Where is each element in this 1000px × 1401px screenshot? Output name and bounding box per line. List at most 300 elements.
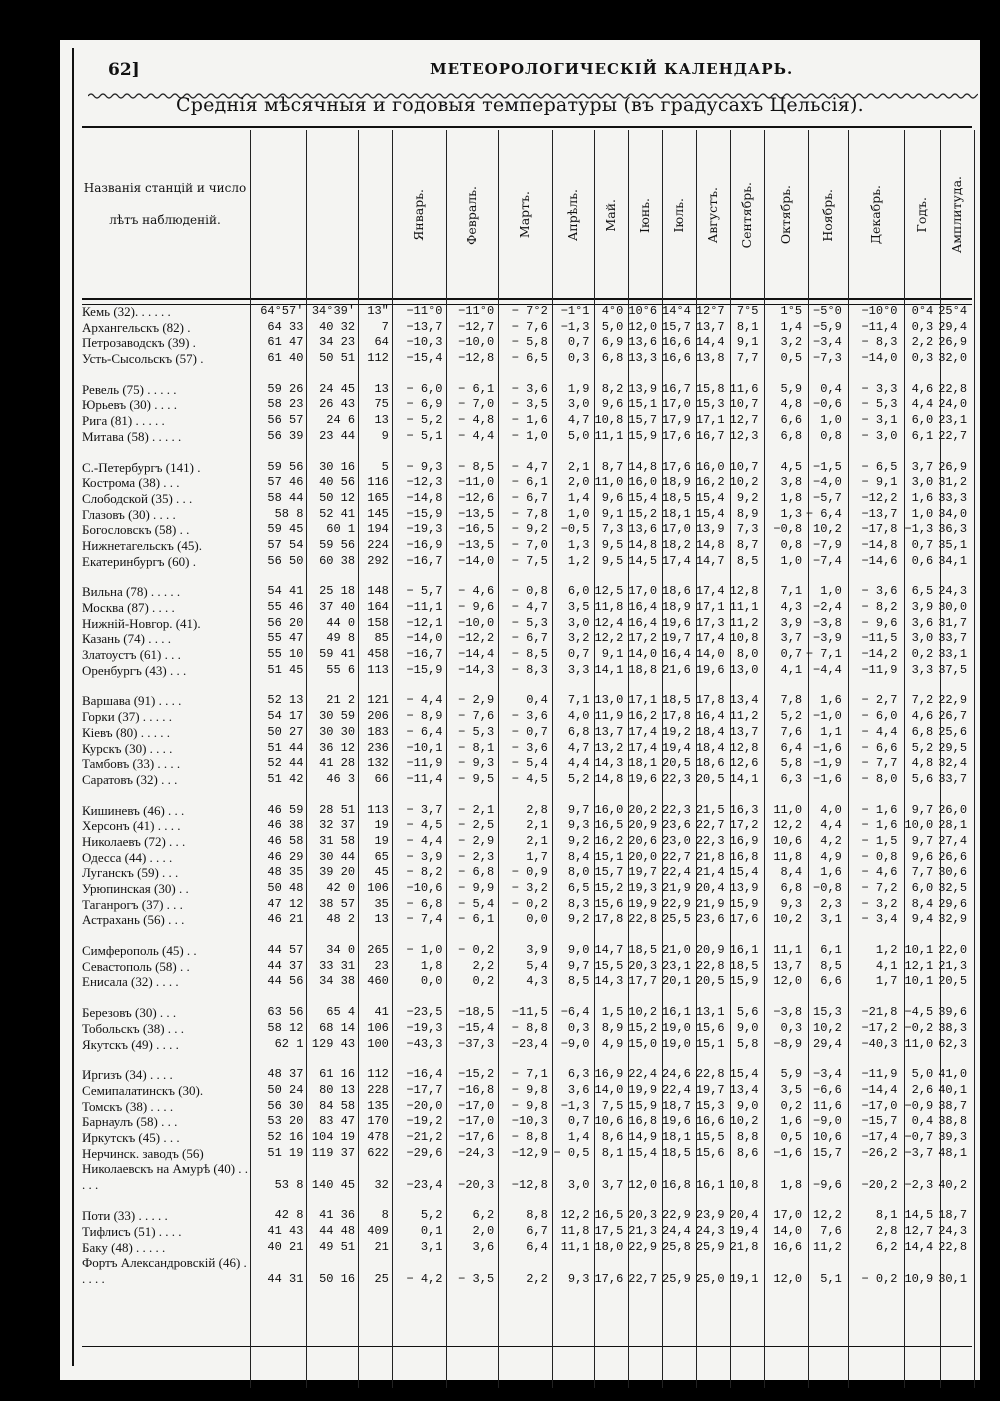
column-rule: [974, 130, 975, 1388]
cell-jul: 17,6: [662, 459, 691, 474]
calendar-title: МЕТЕОРОЛОГИЧЕСКІЙ КАЛЕНДАРЬ.: [430, 60, 794, 78]
cell-lat: 53 20: [267, 1114, 304, 1129]
cell-jan: −14,8: [406, 490, 443, 505]
cell-jun: 22,8: [628, 912, 658, 927]
cell-nov: 1,1: [820, 724, 842, 739]
cell-jun: 16,8: [628, 1114, 658, 1129]
cell-lon: 31 58: [319, 833, 356, 848]
cell-lat: 56 57: [267, 413, 304, 428]
cell-year: 2,2: [911, 335, 934, 350]
cell-alt: 135: [367, 1098, 389, 1113]
cell-apr: 8,4: [567, 849, 590, 864]
station-name: Нерчинск. заводъ (56): [82, 1145, 204, 1161]
cell-lat: 46 59: [267, 802, 304, 817]
cell-alt: 106: [367, 881, 389, 895]
cell-feb: −18,5: [458, 1005, 495, 1020]
cell-alt: 158: [367, 615, 389, 630]
cell-alt: 13: [374, 912, 389, 927]
table-row: [80, 475, 970, 491]
cell-feb: −11°0: [458, 304, 495, 318]
cell-lon: 60 38: [319, 553, 356, 568]
cell-alt: 121: [367, 693, 389, 708]
cell-lat: 48 35: [267, 865, 304, 880]
table-row: [80, 865, 970, 881]
station-name: Златоустъ (61) . . .: [82, 647, 181, 663]
cell-alt: 65: [374, 849, 389, 864]
cell-jul: 19,4: [662, 740, 691, 755]
cell-may: 14,8: [594, 771, 624, 786]
cell-aug: 14,8: [695, 537, 725, 552]
cell-lat: 47 12: [267, 896, 304, 911]
cell-apr: 4,7: [567, 740, 590, 755]
cell-jul: 23,0: [662, 833, 691, 848]
cell-jan: −17,7: [406, 1082, 443, 1097]
cell-nov: 15,7: [813, 1145, 842, 1160]
cell-apr: −9,0: [560, 1036, 590, 1051]
cell-year: 0,3: [911, 351, 934, 366]
cell-amp: 36,3: [938, 522, 968, 537]
table-row: [80, 943, 970, 959]
cell-jul: 19,6: [662, 615, 691, 630]
cell-dec: − 1,6: [861, 802, 898, 817]
cell-lat: 46 29: [267, 849, 304, 864]
cell-lon: 50 51: [319, 351, 356, 366]
cell-lat: 44 57: [267, 943, 304, 958]
cell-amp: 22,9: [938, 693, 968, 708]
cell-may: 8,1: [601, 1145, 624, 1160]
cell-dec: −14,4: [861, 1082, 898, 1097]
cell-jan: −15,4: [406, 351, 443, 366]
table-row: [80, 881, 970, 897]
cell-may: 16,5: [594, 818, 624, 833]
cell-feb: −13,5: [458, 506, 495, 521]
cell-alt: 66: [374, 771, 389, 786]
cell-sep: 13,9: [729, 881, 759, 895]
cell-lat: 40 21: [267, 1239, 304, 1254]
station-name: Вильна (78) . . . . .: [82, 584, 181, 600]
cell-jan: − 6,9: [406, 397, 443, 412]
cell-aug: 13,1: [695, 1005, 725, 1020]
cell-sep: 11,2: [729, 709, 759, 724]
cell-sep: 12,3: [729, 428, 759, 443]
cell-mar: − 1,6: [511, 413, 548, 428]
cell-lat: 57 46: [267, 475, 304, 490]
cell-feb: − 2,3: [458, 849, 495, 864]
cell-sep: 11,2: [729, 615, 759, 630]
column-header-aug: [696, 130, 730, 300]
column-header-jun: [628, 130, 662, 300]
cell-apr: 0,7: [567, 1114, 590, 1129]
cell-jan: −23,5: [406, 1005, 443, 1020]
cell-jan: − 3,7: [406, 802, 443, 817]
station-name: Иркутскъ (45) . . .: [82, 1129, 180, 1145]
cell-sep: 15,9: [729, 896, 759, 911]
cell-year: 7,7: [911, 865, 934, 880]
cell-alt: 41: [374, 1005, 389, 1020]
cell-aug: 24,3: [695, 1224, 725, 1238]
cell-dec: −17,4: [861, 1129, 898, 1144]
cell-jan: − 5,1: [406, 428, 443, 443]
station-name: Кишиневъ (46) . . .: [82, 802, 185, 818]
cell-may: 13,0: [594, 693, 624, 708]
cell-jul: 24,6: [662, 1067, 691, 1082]
cell-year: −1,3: [904, 522, 934, 537]
cell-apr: 8,0: [567, 865, 590, 880]
cell-nov: 11,2: [813, 1239, 842, 1254]
cell-mar: − 0,8: [511, 584, 548, 599]
cell-nov: −4,0: [813, 475, 842, 490]
cell-lon: 34 23: [319, 335, 356, 350]
cell-oct: 1°5: [780, 304, 803, 318]
cell-jun: 19,6: [628, 771, 658, 786]
cell-sep: 13,0: [729, 662, 759, 677]
cell-jan: 3,1: [420, 1239, 443, 1254]
station-name: Симферополь (45) . .: [82, 943, 197, 959]
cell-alt: 236: [367, 740, 389, 755]
column-header-label: Февраль.: [464, 185, 479, 245]
cell-lon: 30 59: [319, 709, 356, 724]
cell-oct: 0,3: [780, 1020, 803, 1035]
cell-lon: 44 0: [326, 615, 356, 630]
cell-nov: −2,4: [813, 600, 842, 614]
cell-dec: −14,8: [861, 537, 898, 552]
column-header-label: Годъ.: [914, 197, 929, 233]
cell-jan: − 4,4: [406, 833, 443, 848]
cell-alt: 9: [381, 428, 389, 443]
cell-oct: −3,8: [773, 1005, 803, 1020]
cell-lon: 40 32: [319, 319, 356, 334]
cell-may: 13,2: [594, 740, 624, 755]
cell-nov: −0,8: [813, 881, 842, 895]
cell-sep: 13,4: [729, 1082, 759, 1097]
cell-year: 4,6: [911, 709, 934, 724]
cell-sep: 7,7: [736, 351, 759, 366]
cell-mar: − 4,7: [511, 600, 548, 614]
cell-sep: 19,1: [729, 1271, 759, 1286]
cell-jul: 17,9: [662, 413, 691, 428]
cell-year: 10,9: [904, 1271, 934, 1286]
cell-year: 3,6: [911, 615, 934, 630]
cell-lon: 68 14: [319, 1020, 356, 1035]
cell-oct: 1,8: [780, 490, 803, 505]
cell-lat: 52 16: [267, 1129, 304, 1144]
cell-jan: 0,0: [420, 974, 443, 989]
cell-may: 14,3: [594, 756, 624, 771]
cell-sep: 12,8: [729, 740, 759, 755]
cell-sep: 13,4: [729, 693, 759, 708]
cell-jul: 21,0: [662, 943, 691, 958]
cell-nov: 4,9: [820, 849, 842, 864]
station-name: Слободской (35) . . .: [82, 490, 193, 506]
cell-alt: 170: [367, 1114, 389, 1129]
cell-nov: −7,9: [813, 537, 842, 552]
cell-apr: 3,3: [567, 662, 590, 677]
cell-jul: 19,7: [662, 631, 691, 646]
cell-feb: −11,0: [458, 475, 495, 490]
cell-jul: 21,6: [662, 662, 691, 677]
station-name: Луганскъ (59) . . .: [82, 865, 179, 881]
cell-year: −4,5: [904, 1005, 934, 1020]
cell-lon: 21 2: [326, 693, 356, 708]
cell-oct: 16,6: [773, 1239, 803, 1254]
cell-aug: 22,8: [695, 958, 725, 973]
cell-year: 9,4: [911, 912, 934, 927]
cell-dec: − 8,2: [861, 600, 898, 614]
station-name: Тамбовъ (33) . . . .: [82, 756, 181, 772]
cell-nov: 0,4: [820, 381, 842, 396]
station-name: Оренбургъ (43) . . .: [82, 662, 187, 678]
cell-jul: 17,8: [662, 709, 691, 724]
cell-sep: 19,4: [729, 1224, 759, 1238]
cell-amp: 32,5: [938, 881, 968, 895]
cell-alt: 265: [367, 943, 389, 958]
cell-lon: 48 2: [326, 912, 356, 927]
cell-feb: −12,2: [458, 631, 495, 646]
cell-amp: 32,9: [938, 912, 968, 927]
cell-lat: 53 8: [274, 1177, 304, 1192]
cell-may: 10,6: [594, 1114, 624, 1129]
cell-sep: 15,9: [729, 974, 759, 989]
cell-nov: −3,8: [813, 615, 842, 630]
cell-dec: − 0,8: [861, 849, 898, 864]
cell-apr: 1,9: [567, 381, 590, 396]
cell-oct: 0,8: [780, 537, 803, 552]
cell-amp: 32,0: [938, 351, 968, 366]
cell-oct: 0,5: [780, 1129, 803, 1144]
cell-jun: 19,9: [628, 1082, 658, 1097]
cell-alt: 45: [374, 865, 389, 880]
column-header-label: Апрѣль.: [565, 188, 580, 242]
cell-jul: 18,6: [662, 584, 691, 599]
cell-aug: 20,4: [695, 881, 725, 895]
cell-lat: 41 43: [267, 1224, 304, 1238]
cell-lat: 48 37: [267, 1067, 304, 1082]
cell-dec: −11,4: [861, 319, 898, 334]
table-row: [80, 335, 970, 351]
station-name: Иргизъ (34) . . . .: [82, 1067, 173, 1083]
cell-nov: 5,1: [820, 1271, 842, 1286]
cell-aug: 15,1: [695, 1036, 725, 1051]
cell-apr: 5,0: [567, 428, 590, 443]
cell-lat: 62 1: [274, 1036, 304, 1051]
cell-jul: 15,7: [662, 319, 691, 334]
cell-year: 6,8: [911, 724, 934, 739]
station-name: Горки (37) . . . . .: [82, 709, 173, 725]
cell-mar: −12,8: [511, 1177, 548, 1192]
cell-dec: −14,6: [861, 553, 898, 568]
cell-aug: 15,4: [695, 490, 725, 505]
cell-lon: 37 40: [319, 600, 356, 614]
cell-apr: 4,4: [567, 756, 590, 771]
cell-dec: − 0,2: [861, 1271, 898, 1286]
cell-feb: 2,0: [472, 1224, 495, 1238]
title-rule: [82, 126, 972, 128]
cell-sep: 8,7: [736, 537, 759, 552]
cell-aug: 17,4: [695, 584, 725, 599]
cell-amp: 21,3: [938, 958, 968, 973]
cell-lat: 44 56: [267, 974, 304, 989]
cell-year: 9,7: [911, 802, 934, 817]
cell-alt: 194: [367, 522, 389, 537]
cell-nov: 1,6: [820, 865, 842, 880]
cell-lon: 59 56: [319, 537, 356, 552]
cell-feb: −17,0: [458, 1114, 495, 1129]
cell-feb: − 2,9: [458, 693, 495, 708]
cell-jul: 18,5: [662, 1145, 691, 1160]
cell-year: 3,0: [911, 475, 934, 490]
cell-apr: 9,3: [567, 1271, 590, 1286]
cell-jun: 15,2: [628, 1020, 658, 1035]
cell-apr: 3,0: [567, 615, 590, 630]
cell-apr: 6,8: [567, 724, 590, 739]
cell-sep: 5,8: [736, 1036, 759, 1051]
header-stations: Названія станцій и число лѣтъ наблюденій.: [83, 181, 247, 227]
cell-apr: 4,7: [567, 413, 590, 428]
cell-may: 9,1: [601, 506, 624, 521]
table-row: [80, 320, 970, 336]
cell-dec: − 3,3: [861, 381, 898, 396]
cell-dec: − 4,6: [861, 865, 898, 880]
cell-oct: 11,0: [773, 802, 803, 817]
cell-aug: 19,7: [695, 1082, 725, 1097]
cell-jun: 18,1: [628, 756, 658, 771]
cell-year: 0,2: [911, 647, 934, 662]
column-header-oct: [764, 130, 808, 300]
cell-sep: 12,8: [729, 584, 759, 599]
column-header-label: Январь.: [411, 189, 426, 241]
cell-jul: 16,8: [662, 1177, 691, 1192]
cell-lat: 50 24: [267, 1082, 304, 1097]
cell-feb: − 0,2: [458, 943, 495, 958]
cell-sep: 11,6: [729, 381, 759, 396]
cell-nov: 10,2: [813, 522, 842, 537]
cell-mar: 5,4: [526, 958, 548, 973]
cell-lat: 64 33: [267, 319, 304, 334]
cell-apr: 3,0: [567, 1177, 590, 1192]
cell-jan: −19,3: [406, 522, 443, 537]
cell-jul: 17,4: [662, 553, 691, 568]
cell-dec: 1,7: [875, 974, 898, 989]
cell-mar: − 7°2: [511, 304, 548, 318]
station-name: Тобольскъ (38) . . .: [82, 1020, 185, 1036]
station-name: Архангельскъ (82) .: [82, 319, 191, 335]
cell-oct: 7,1: [780, 584, 803, 599]
cell-may: 11,0: [594, 475, 624, 490]
cell-oct: 11,1: [773, 943, 803, 958]
cell-dec: − 8,3: [861, 335, 898, 350]
cell-amp: 39,6: [938, 1005, 968, 1020]
cell-feb: −16,8: [458, 1082, 495, 1097]
cell-sep: 8,1: [736, 319, 759, 334]
cell-dec: − 6,0: [861, 709, 898, 724]
cell-feb: −14,4: [458, 647, 495, 662]
cell-jan: − 6,0: [406, 381, 443, 396]
cell-lat: 44 31: [267, 1271, 304, 1286]
table-row: [80, 522, 970, 538]
station-name: Усть-Сысольскъ (57) .: [82, 351, 204, 367]
cell-lon: 34 38: [319, 974, 356, 989]
cell-apr: 4,0: [567, 709, 590, 724]
cell-jul: 14°4: [662, 304, 691, 318]
cell-year: 12,1: [904, 958, 934, 973]
cell-jan: − 4,2: [406, 1271, 443, 1286]
cell-jun: 17,7: [628, 974, 658, 989]
cell-sep: 16,1: [729, 943, 759, 958]
cell-alt: 106: [367, 1020, 389, 1035]
cell-jul: 22,3: [662, 802, 691, 817]
cell-oct: 10,2: [773, 912, 803, 927]
cell-feb: − 6,1: [458, 381, 495, 396]
cell-aug: 15,6: [695, 1145, 725, 1160]
cell-amp: 26,7: [938, 709, 968, 724]
cell-jan: −11°0: [406, 304, 443, 318]
cell-aug: 25,9: [695, 1239, 725, 1254]
cell-aug: 17,8: [695, 693, 725, 708]
cell-dec: − 3,6: [861, 584, 898, 599]
cell-amp: 18,7: [938, 1208, 968, 1223]
cell-oct: 4,8: [780, 397, 803, 412]
cell-may: 11,1: [594, 428, 624, 443]
cell-amp: 22,0: [938, 943, 968, 958]
cell-may: 9,5: [601, 553, 624, 568]
cell-nov: 11,6: [813, 1098, 842, 1113]
cell-jun: 12,0: [628, 1177, 658, 1192]
cell-jan: −23,4: [406, 1177, 443, 1192]
cell-feb: −14,0: [458, 553, 495, 568]
cell-oct: 14,0: [773, 1224, 803, 1238]
cell-may: 17,8: [594, 912, 624, 927]
cell-aug: 17,1: [695, 600, 725, 614]
cell-lat: 52 44: [267, 756, 304, 771]
cell-lon: 24 6: [326, 413, 356, 428]
cell-sep: 15,4: [729, 865, 759, 880]
cell-aug: 23,9: [695, 1208, 725, 1223]
cell-aug: 13,7: [695, 319, 725, 334]
cell-lat: 46 58: [267, 833, 304, 848]
cell-lat: 54 41: [267, 584, 304, 599]
cell-alt: 164: [367, 600, 389, 614]
cell-oct: 0,2: [780, 1098, 803, 1113]
cell-may: 12,4: [594, 615, 624, 630]
cell-may: 9,5: [601, 537, 624, 552]
table-row: [80, 397, 970, 413]
cell-jun: 14,5: [628, 553, 658, 568]
cell-dec: −13,7: [861, 506, 898, 521]
cell-feb: − 7,6: [458, 709, 495, 724]
cell-jun: 19,9: [628, 896, 658, 911]
cell-mar: − 5,8: [511, 335, 548, 350]
cell-sep: 17,2: [729, 818, 759, 833]
cell-mar: 2,8: [526, 802, 548, 817]
station-name: Астрахань (56) . . .: [82, 912, 185, 928]
cell-sep: 10,8: [729, 1177, 759, 1192]
cell-amp: 26,6: [938, 849, 968, 864]
cell-jan: −15,9: [406, 662, 443, 677]
cell-feb: −12,6: [458, 490, 495, 505]
cell-mar: − 8,3: [511, 662, 548, 677]
cell-lon: 84 58: [319, 1098, 356, 1113]
cell-may: 15,2: [594, 881, 624, 895]
cell-sep: 12,7: [729, 413, 759, 428]
station-name: Томскъ (38) . . . .: [82, 1098, 174, 1114]
cell-mar: − 5,4: [511, 756, 548, 771]
cell-dec: −12,2: [861, 490, 898, 505]
cell-mar: − 3,2: [511, 881, 548, 895]
cell-dec: −20,2: [861, 1177, 898, 1192]
station-name: Поти (33) . . . . .: [82, 1208, 168, 1224]
cell-mar: − 0,9: [511, 865, 548, 880]
cell-year: 14,5: [904, 1208, 934, 1223]
